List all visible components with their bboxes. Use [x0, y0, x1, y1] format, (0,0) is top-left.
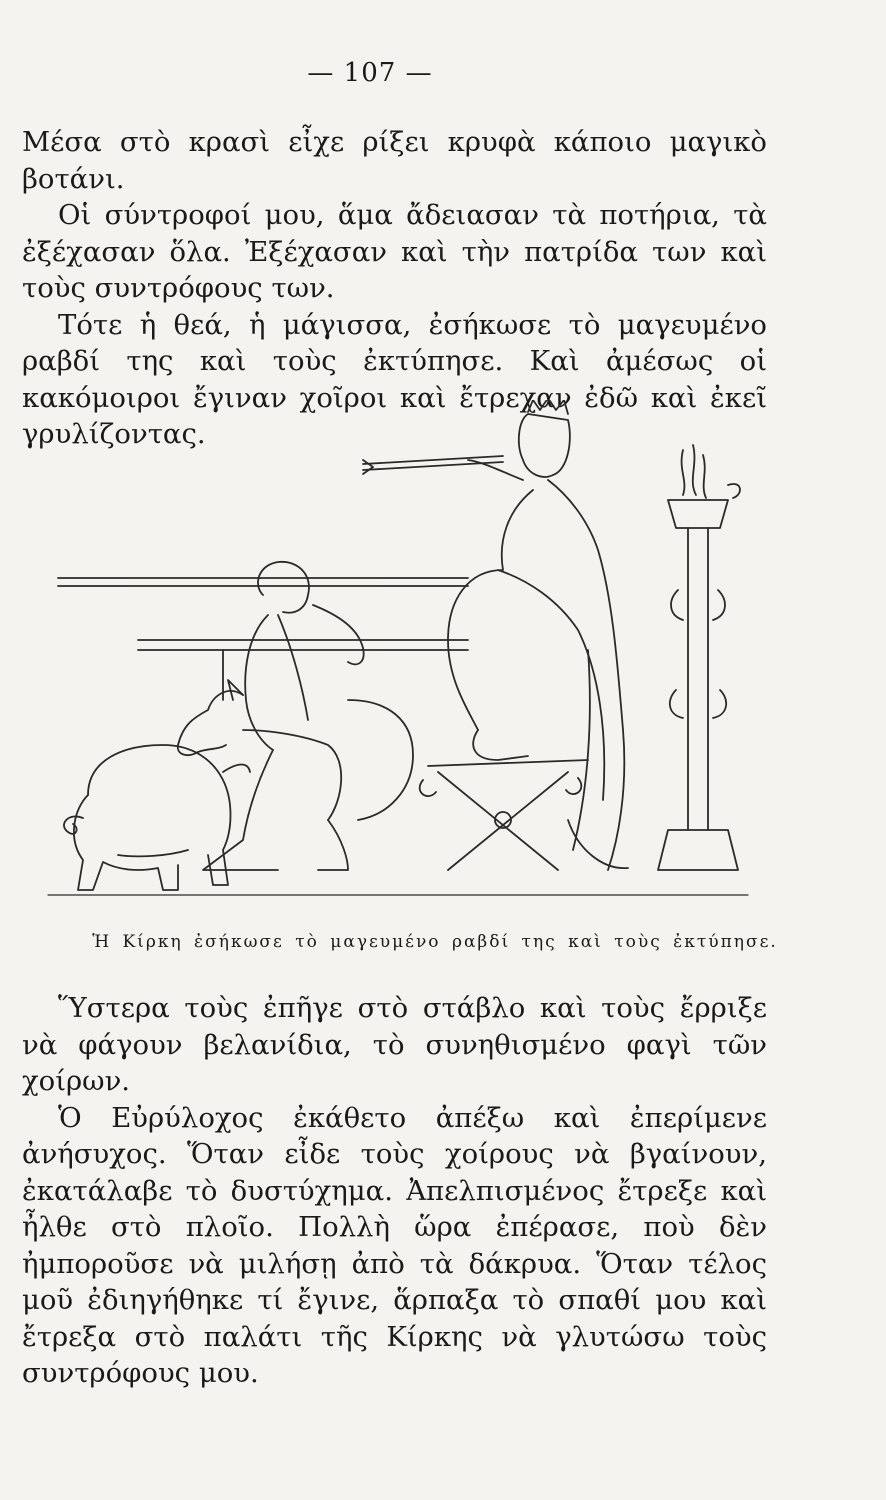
- paragraph: Μέσα στὸ κρασὶ εἶχε ρίξει κρυφὰ κάποιο μαγικὸ βοτάνι.: [22, 126, 767, 195]
- kneeling-man: [203, 562, 364, 870]
- paragraph: Οἱ σύντροφοί μου, ἅμα ἄδειασαν τὰ ποτήρια, τὰ ἐξέχασαν ὅλα. Ἐξέχασαν καὶ τὴν πατρίδα των καὶ τοὺς συντρόφους των.: [22, 199, 767, 304]
- circe-figure: [448, 400, 628, 870]
- paragraph: Ὕστερα τοὺς ἐπῆγε στὸ στάβλο καὶ τοὺς ἔρριξε νὰ φάγουν βελανίδια, τὸ συνηθισμένο φαγὶ τῶν χοίρων.: [22, 992, 767, 1097]
- paragraph: Ὁ Εὐρύλοχος ἐκάθετο ἀπέξω καὶ ἐπερίμενε ἀνήσυχος. Ὅταν εἶδε τοὺς χοίρους νὰ βγαίνουν, ἐκατάλαβε τὸ δυστύχημα. Ἀπελπισμένος ἔτρεξε καὶ ἦλθε στὸ πλοῖο. Πολλὴ ὥρα ἐπέρασε, ποὺ δὲν ἠμποροῦσε νὰ μιλήσῃ ἀπὸ τὰ δάκρυα. Ὅταν τέλος μοῦ ἐδιηγήθηκε τί ἔγινε, ἅρπαξα τὸ σπαθί μου καὶ ἔτρεξα στὸ παλάτι τῆς Κίρκης νὰ γλυτώσω τοὺς συντρόφους μου.: [22, 1101, 767, 1389]
- circe-illustration: [28, 400, 768, 910]
- pigs: [64, 680, 413, 890]
- wall-lines: [58, 578, 468, 700]
- paragraph: Τότε ἡ θεά, ἡ μάγισσα, ἐσήκωσε τὸ μαγευμένο ραβδί της καὶ τοὺς ἐκτύπησε. Καὶ ἀμέσως οἱ κακόμοιροι ἔγιναν χοῖροι καὶ ἔτρεχαν ἐδῶ καὶ ἐκεῖ γρυλίζοντας.: [22, 308, 767, 450]
- illustration-caption: Ἡ Κίρκη ἐσήκωσε τὸ μαγευμένο ραβδί της καὶ τοὺς ἐκτύπησε.: [92, 932, 778, 952]
- torch-stand: [658, 445, 740, 870]
- bottom-text-block: [22, 990, 767, 1392]
- page-number: — 107 —: [307, 58, 433, 88]
- stool: [420, 760, 588, 870]
- wand: [363, 456, 503, 474]
